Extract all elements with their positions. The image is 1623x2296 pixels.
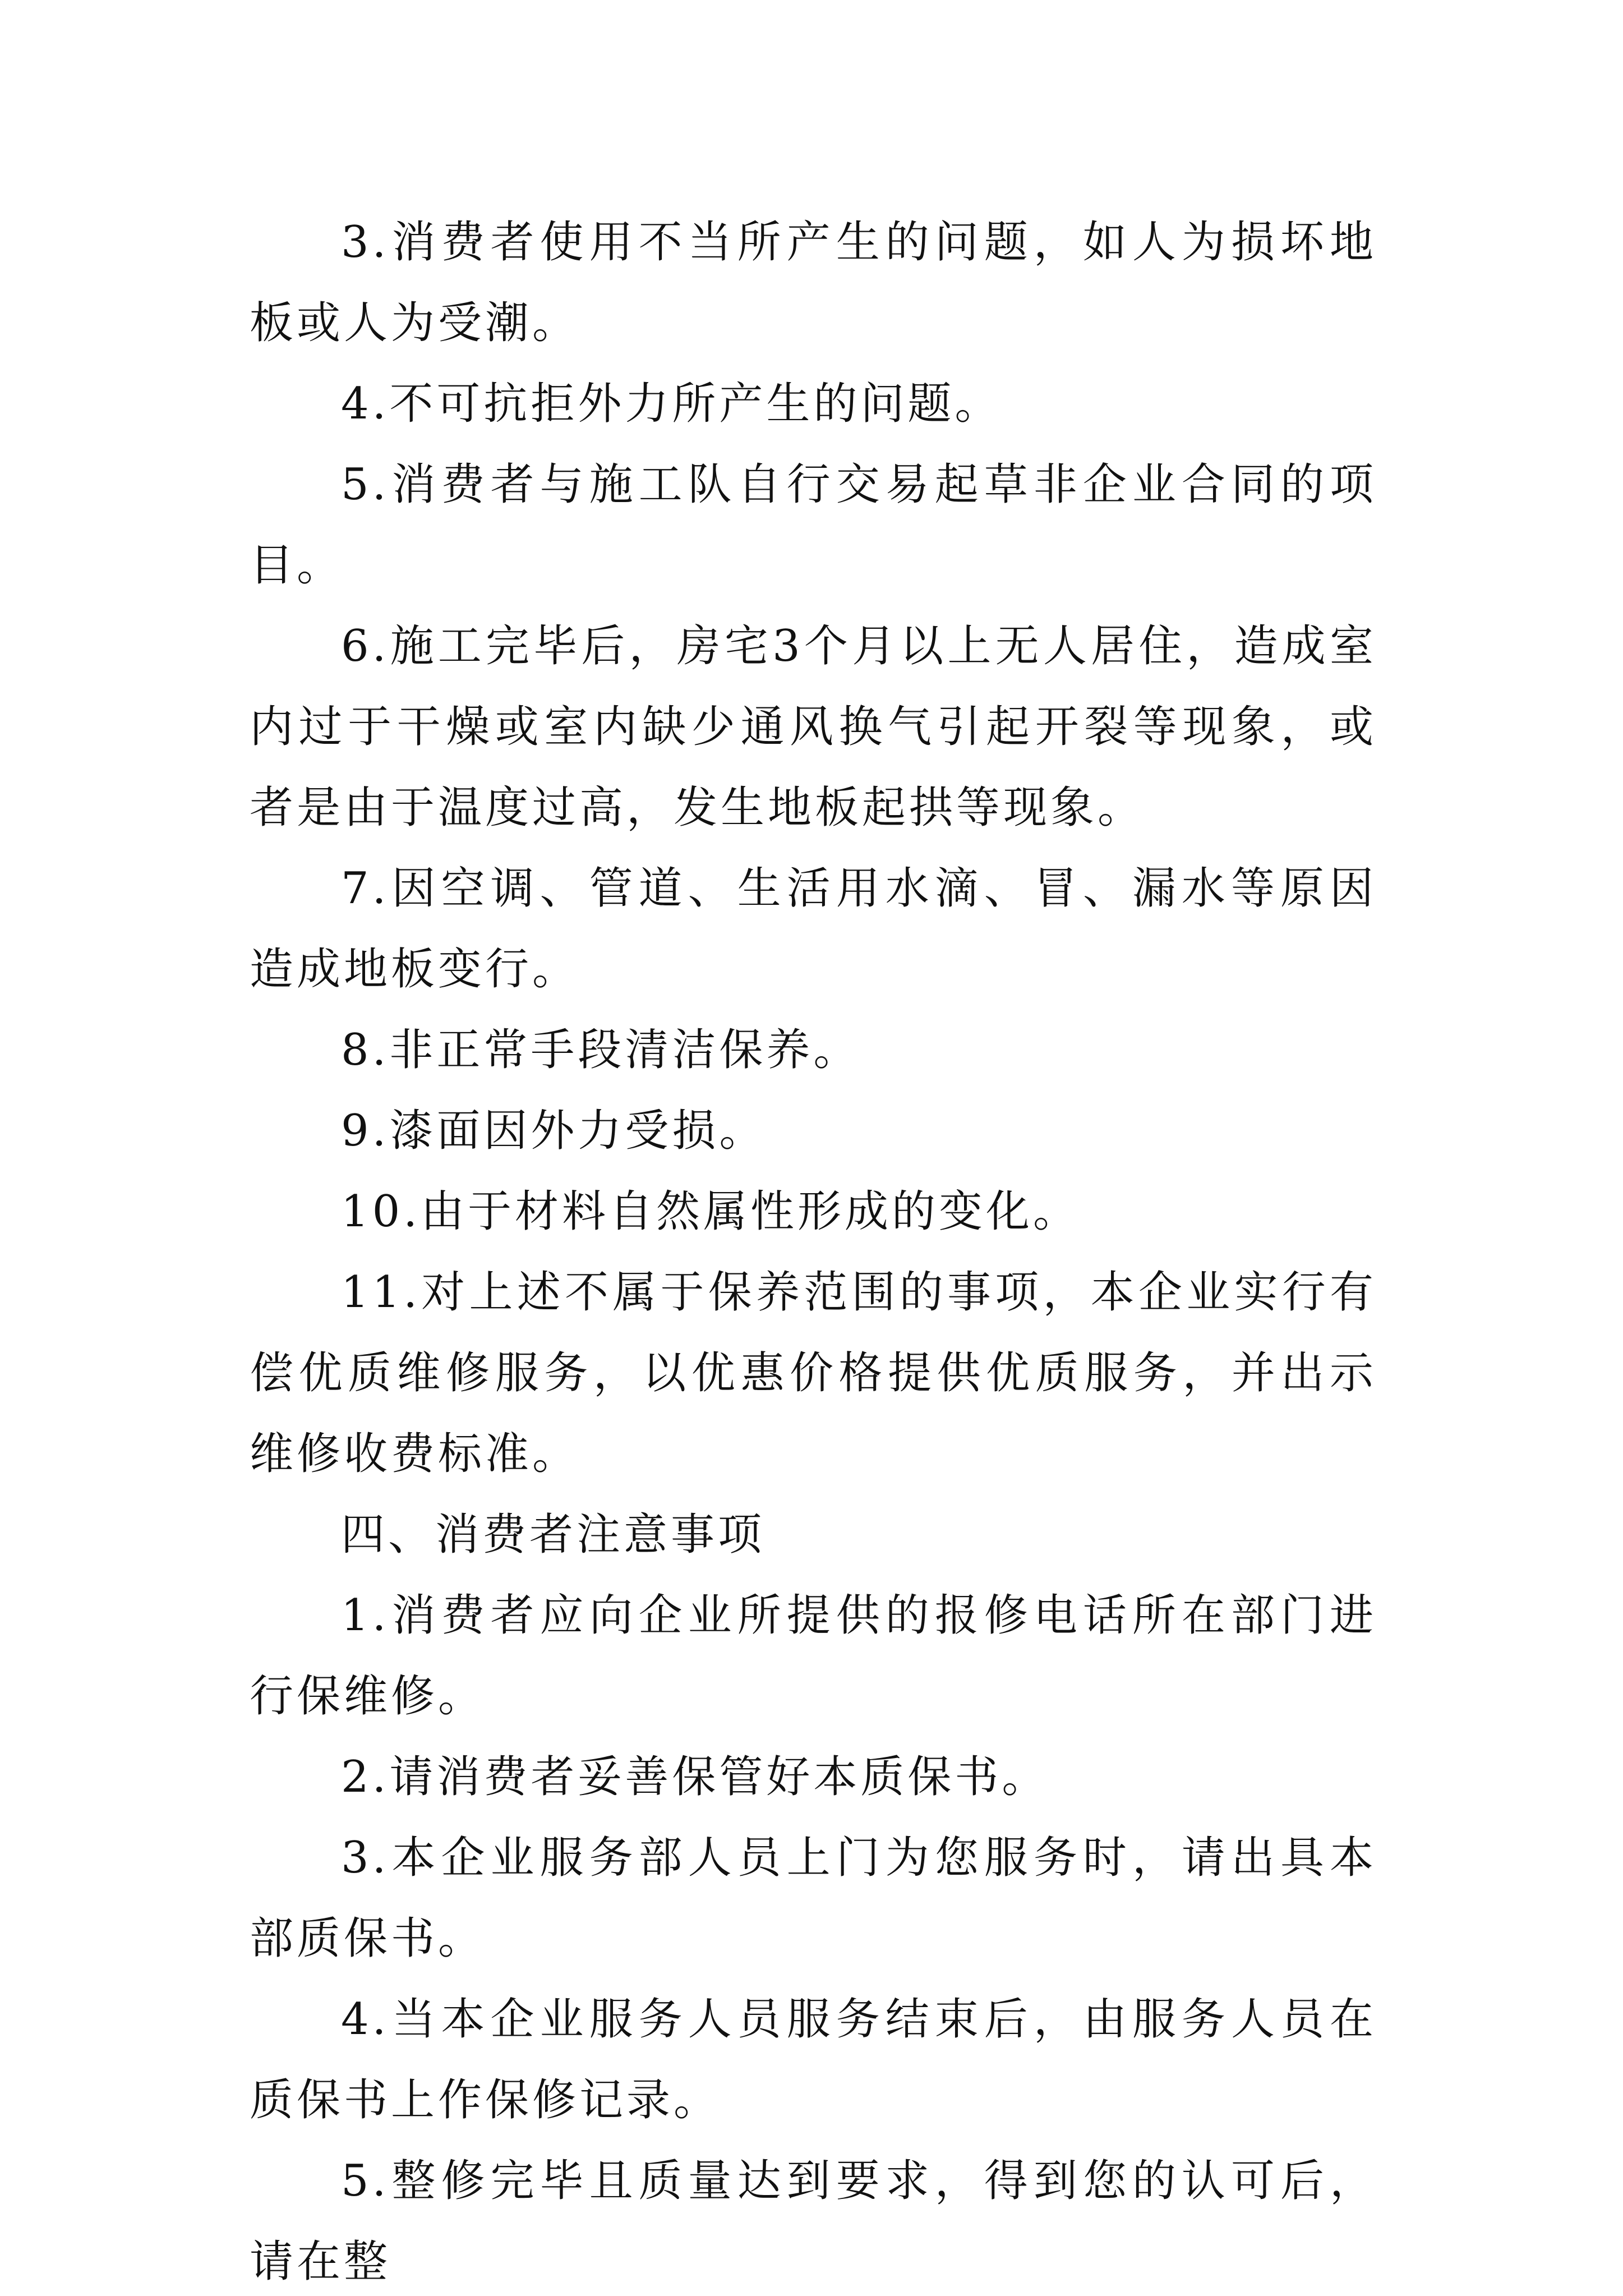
paragraph-item-8: 8.非正常手段清洁保养。 [341,1025,861,1075]
notice-item-1: 1.消费者应向企业所提供的报修电话所在部门进行保维修。 [250,1590,1377,1722]
paragraph-item-5: 5.消费者与施工队自行交易起草非企业合同的项目。 [250,459,1377,591]
paragraph-item-7: 7.因空调、管道、生活用水滴、冒、漏水等原因造成地板变行。 [250,863,1377,995]
paragraph-item-10: 10.由于材料自然属性形成的变化。 [341,1186,1081,1237]
paragraph-item-11: 11.对上述不属于保养范围的事项，本企业实行有偿优质维修服务，以优惠价格提供优质服务，并出示维修收费标准。 [250,1267,1377,1479]
paragraph-item-6: 6.施工完毕后，房宅3个月以上无人居住，造成室内过于干燥或室内缺少通风换气引起开裂等现象，或者是由于温度过高，发生地板起拱等现象。 [250,621,1377,833]
paragraph-item-4: 4.不可抗拒外力所产生的问题。 [341,379,1002,429]
notice-item-2: 2.请消费者妥善保管好本质保书。 [341,1752,1049,1802]
notice-item-5: 5.整修完毕且质量达到要求，得到您的认可后，请在整 [250,2156,1377,2287]
paragraph-item-9: 9.漆面因外力受损。 [341,1106,767,1156]
document-body [250,202,1377,2296]
notice-item-3: 3.本企业服务部人员上门为您服务时，请出具本部质保书。 [250,1833,1377,1964]
paragraph-item-3: 3.消费者使用不当所产生的问题，如人为损坏地板或人为受潮。 [250,217,1377,348]
section-heading: 四、消费者注意事项 [341,1510,766,1560]
notice-item-4: 4.当本企业服务人员服务结束后，由服务人员在质保书上作保修记录。 [250,1994,1377,2125]
